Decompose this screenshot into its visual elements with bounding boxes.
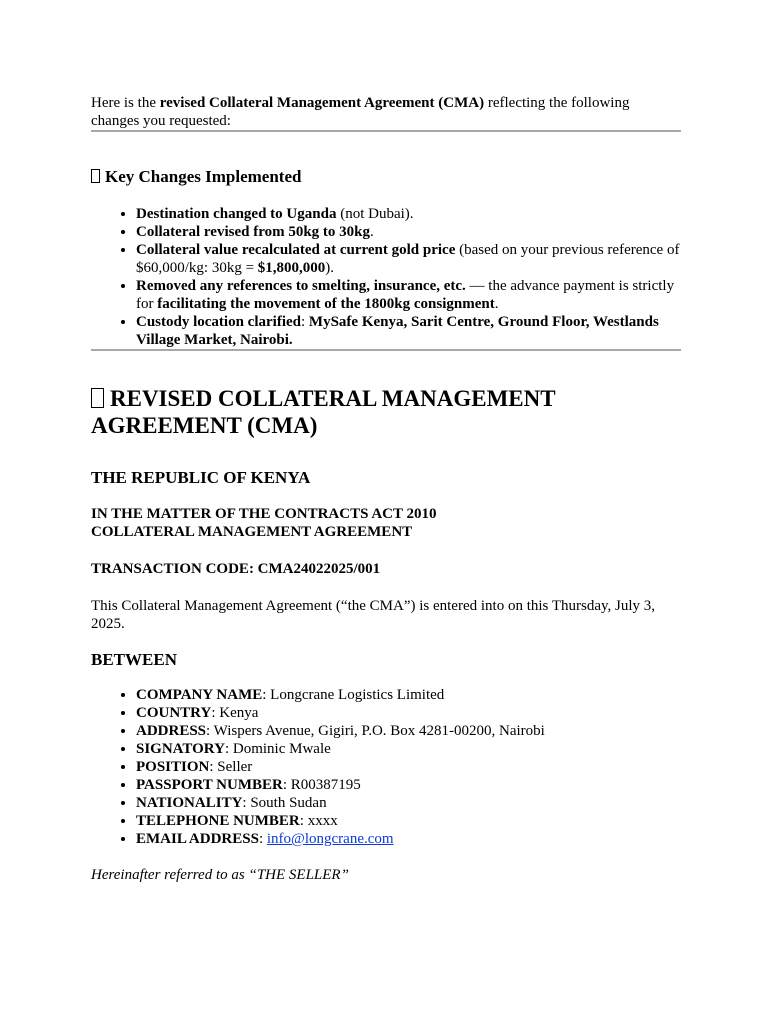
- intro-paragraph: [91, 94, 681, 130]
- matter-heading: IN THE MATTER OF THE CONTRACTS ACT 2010 COLLATERAL MANAGEMENT AGREEMENT: [91, 506, 437, 540]
- divider: [91, 130, 681, 132]
- key-changes-heading: Key Changes Implemented: [91, 167, 681, 187]
- list-item: • Removed any references to smelting, insurance, etc. — the advance payment is strictly for facilitating the movement of the 1800kg consignment.: [136, 277, 681, 313]
- list-item: • Collateral revised from 50kg to 30kg.: [136, 223, 681, 241]
- list-item: • TELEPHONE NUMBER: xxxx: [136, 812, 681, 830]
- list-item: • Destination changed to Uganda (not Dubai).: [136, 205, 681, 223]
- list-item: • ADDRESS: Wispers Avenue, Gigiri, P.O. Box 4281-00200, Nairobi: [136, 722, 681, 740]
- email-link[interactable]: info@longcrane.com: [266, 831, 394, 847]
- agreement-title: REVISED COLLATERAL MANAGEMENT AGREEMENT (CMA): [91, 386, 556, 438]
- key-changes-list: [91, 205, 681, 349]
- list-item: • EMAIL ADDRESS: info@longcrane.com: [136, 830, 681, 848]
- list-item: • PASSPORT NUMBER: R00387195: [136, 776, 681, 794]
- missing-glyph-icon: [91, 388, 104, 408]
- intro-bold: revised Collateral Management Agreement (CMA): [159, 95, 485, 111]
- divider: [91, 349, 681, 351]
- republic-heading: THE REPUBLIC OF KENYA: [91, 468, 311, 487]
- transaction-code: TRANSACTION CODE: CMA24022025/001: [91, 561, 381, 577]
- list-item: • POSITION: Seller: [136, 758, 681, 776]
- entered-paragraph: This Collateral Management Agreement (“the CMA”) is entered into on this Thursday, July 3, 2025.: [91, 598, 656, 632]
- list-item: • NATIONALITY: South Sudan: [136, 794, 681, 812]
- hereinafter-text: Hereinafter referred to as “THE SELLER”: [91, 867, 349, 883]
- list-item: • Custody location clarified: MySafe Kenya, Sarit Centre, Ground Floor, Westlands Village Market, Nairobi.: [136, 313, 681, 349]
- list-item: • COMPANY NAME: Longcrane Logistics Limited: [136, 686, 681, 704]
- document-page: [91, 94, 681, 884]
- list-item: • SIGNATORY: Dominic Mwale: [136, 740, 681, 758]
- seller-details-list: [91, 686, 681, 848]
- intro-suffix: reflecting the following changes you requested:: [91, 95, 630, 129]
- missing-glyph-icon: [91, 169, 100, 183]
- intro-prefix: Here is the: [91, 95, 160, 111]
- list-item: • COUNTRY: Kenya: [136, 704, 681, 722]
- between-heading: BETWEEN: [91, 650, 177, 669]
- list-item: • Collateral value recalculated at current gold price (based on your previous reference of $60,000/kg: 30kg = $1,800,000).: [136, 241, 681, 277]
